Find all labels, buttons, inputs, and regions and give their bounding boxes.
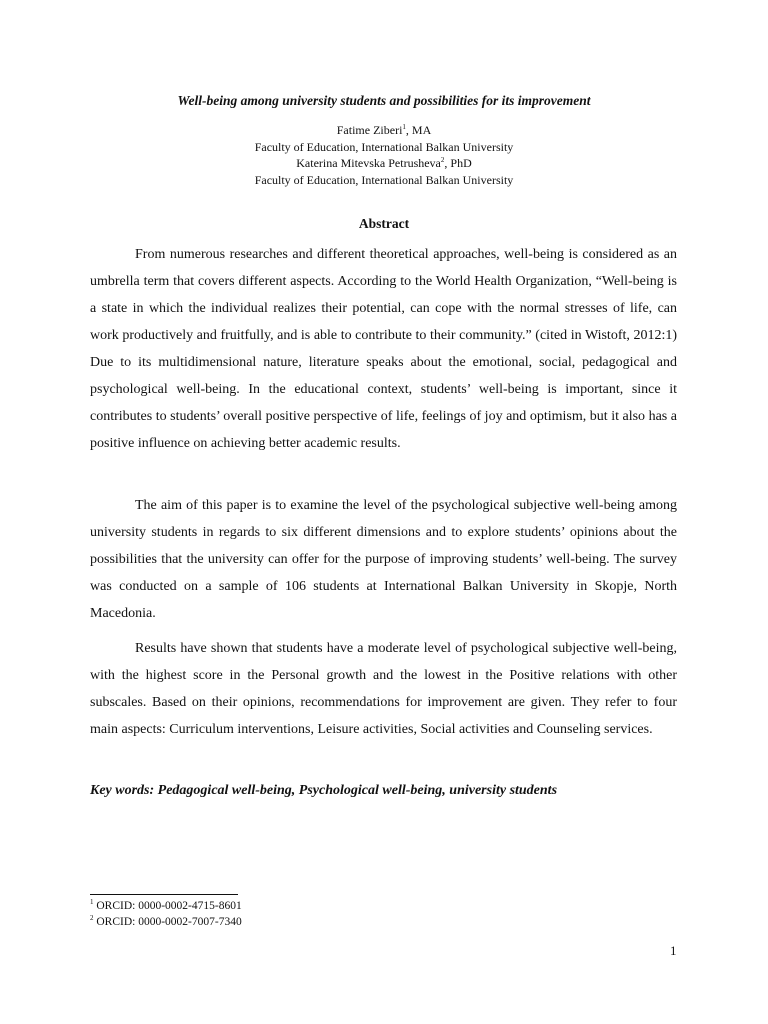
page-number: 1: [670, 943, 677, 958]
author-affiliation: Faculty of Education, International Balkan University: [254, 139, 514, 154]
paragraph-text: From numerous researches and different theoretical approaches, well-being is considered as an umbrella term that covers different aspects. According to the World Health Organization, “Well-being is a state in which the individual realizes their potential, can cope with the normal stresses of life, can work productively and fruitfully, and is able to contribute to their community.” (cited in Wistoft, 2012:1) Due to its multidimensional nature, literature speaks about the emotional, social, pedagogical and psychological well-being. In the educational context, students’ well-being is important, since it contributes to students’ overall positive perspective of life, feelings of joy and optimism, but it also has a positive influence on achieving better academic results.: [90, 247, 677, 451]
abstract-heading: Abstract: [358, 216, 410, 231]
author-block: [0, 122, 768, 188]
paper-title: Well-being among university students and possibilities for its improvement: [177, 93, 591, 108]
footnote: [90, 914, 242, 930]
author-degree: , MA: [405, 123, 432, 137]
footnotes: [90, 898, 242, 930]
author-line: [0, 155, 768, 172]
author-line: [0, 122, 768, 139]
paragraph-text: The aim of this paper is to examine the level of the psychological subjective well-being among university students in regards to six different dimensions and to explore students’ opinions about the possibilities that the university can offer for the purpose of improving students’ well-being. The survey was conducted on a sample of 106 students at International Balkan University in Skopje, North Macedonia.: [90, 498, 677, 621]
footnote-mark: 2: [440, 156, 445, 164]
abstract-paragraph: [90, 492, 677, 627]
abstract-paragraph: [90, 241, 677, 457]
author-degree: , PhD: [444, 156, 472, 170]
footnote-mark: 1: [402, 123, 406, 131]
footnote-mark: 1: [90, 898, 94, 907]
paragraph-text: Results have shown that students have a moderate level of psychological subjective well-being, with the highest score in the Personal growth and the lowest in the Positive relations with other subscales. Based on their opinions, recommendations for improvement are given. They refer to four main aspects: Curriculum interventions, Leisure activities, Social activities and Counseling services.: [90, 641, 677, 737]
author-affiliation: Faculty of Education, International Balkan University: [254, 172, 514, 187]
abstract-paragraph: [90, 635, 677, 743]
keywords: Key words: Pedagogical well-being, Psychological well-being, university students: [90, 783, 558, 798]
footnote: [90, 898, 242, 914]
author-name: Katerina Mitevska Petrusheva: [296, 156, 441, 170]
footnote-text: ORCID: 0000-0002-4715-8601: [93, 900, 242, 912]
footnote-text: ORCID: 0000-0002-7007-7340: [93, 916, 242, 928]
author-name: Fatime Ziberi: [336, 123, 403, 137]
footnote-divider: [90, 894, 238, 895]
footnote-mark: 2: [90, 914, 94, 923]
